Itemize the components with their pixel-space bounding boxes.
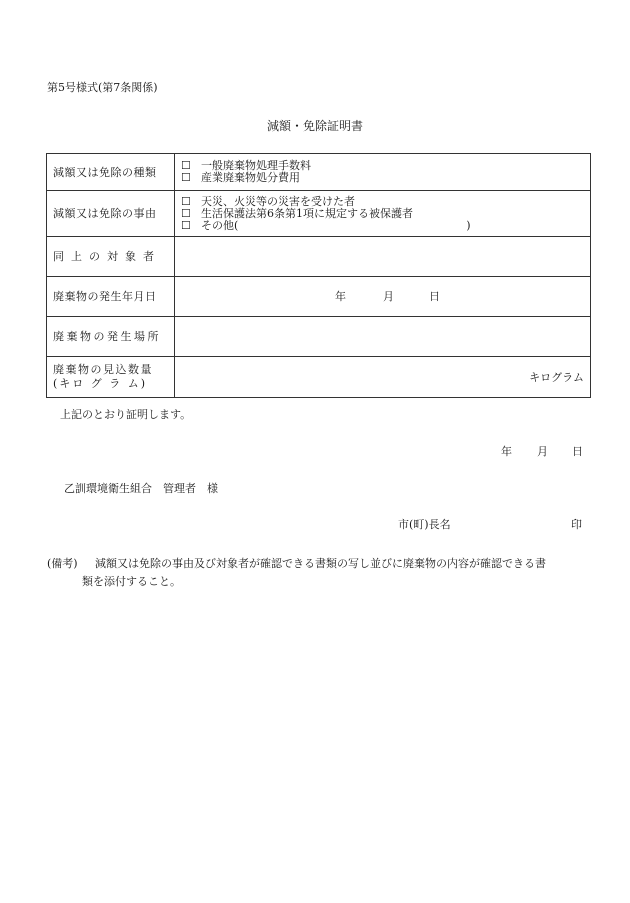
row-label-location: 廃棄物の発生場所 (47, 317, 175, 357)
option-general-waste: ☐ 一般廃棄物処理手数料 (181, 159, 311, 172)
form-number: 第5号様式(第7条関係) (47, 81, 158, 94)
checkbox[interactable]: ☐ (181, 171, 191, 184)
row-label-reason: 減額又は免除の事由 (47, 191, 175, 237)
checkbox[interactable]: ☐ (181, 159, 191, 172)
quantity-label-line2: (キロ グ ラ ム) (53, 377, 148, 390)
row-label-quantity (47, 357, 175, 398)
option-industrial-waste: ☐ 産業廃棄物処分費用 (181, 171, 300, 184)
reason-options (175, 191, 591, 237)
subject-value[interactable] (175, 237, 591, 277)
month-label: 月 (383, 290, 394, 303)
checkbox[interactable]: ☐ (181, 206, 191, 220)
checkbox[interactable]: ☐ (181, 194, 191, 208)
certificate-table (46, 153, 591, 398)
seal-mark: 印 (571, 518, 582, 531)
table-row (47, 357, 591, 398)
certification-statement: 上記のとおり証明します。 (60, 408, 192, 421)
row-label-subject: 同上の対象者 (47, 237, 175, 277)
note-text-line2: 類を添付すること。 (82, 575, 181, 588)
table-row (47, 191, 591, 237)
mayor-label: 市(町)長名 (398, 518, 451, 531)
option-welfare: ☐ 生活保護法第6条第1項に規定する被保護者 (181, 206, 413, 220)
issue-month-label: 月 (537, 445, 548, 458)
row-label-occurrence-date: 廃棄物の発生年月日 (47, 277, 175, 317)
location-value[interactable] (175, 317, 591, 357)
row-label-type: 減額又は免除の種類 (47, 154, 175, 191)
issue-day-label: 日 (572, 445, 583, 458)
issue-year-label: 年 (501, 445, 512, 458)
table-row (47, 317, 591, 357)
note-text-line1: 減額又は免除の事由及び対象者が確認できる書類の写し並びに廃棄物の内容が確認できる書 (95, 557, 546, 570)
quantity-value[interactable] (175, 357, 591, 398)
option-other: ☐ その他( ) (181, 218, 471, 232)
year-label: 年 (335, 290, 346, 303)
document-title: 減額・免除証明書 (266, 119, 363, 133)
option-disaster: ☐ 天災、火災等の災害を受けた者 (181, 194, 355, 208)
quantity-label-line1: 廃棄物の見込数量 (53, 363, 153, 376)
checkbox[interactable]: ☐ (181, 218, 191, 232)
table-row (47, 154, 591, 191)
recipient-line: 乙訓環境衛生組合 管理者 様 (64, 482, 218, 495)
occurrence-date-value[interactable] (175, 277, 591, 317)
note-label: (備考) (47, 557, 78, 570)
table-row (47, 277, 591, 317)
unit-label: キログラム (529, 370, 584, 384)
table-row (47, 237, 591, 277)
type-options (175, 154, 591, 191)
day-label: 日 (429, 290, 440, 303)
